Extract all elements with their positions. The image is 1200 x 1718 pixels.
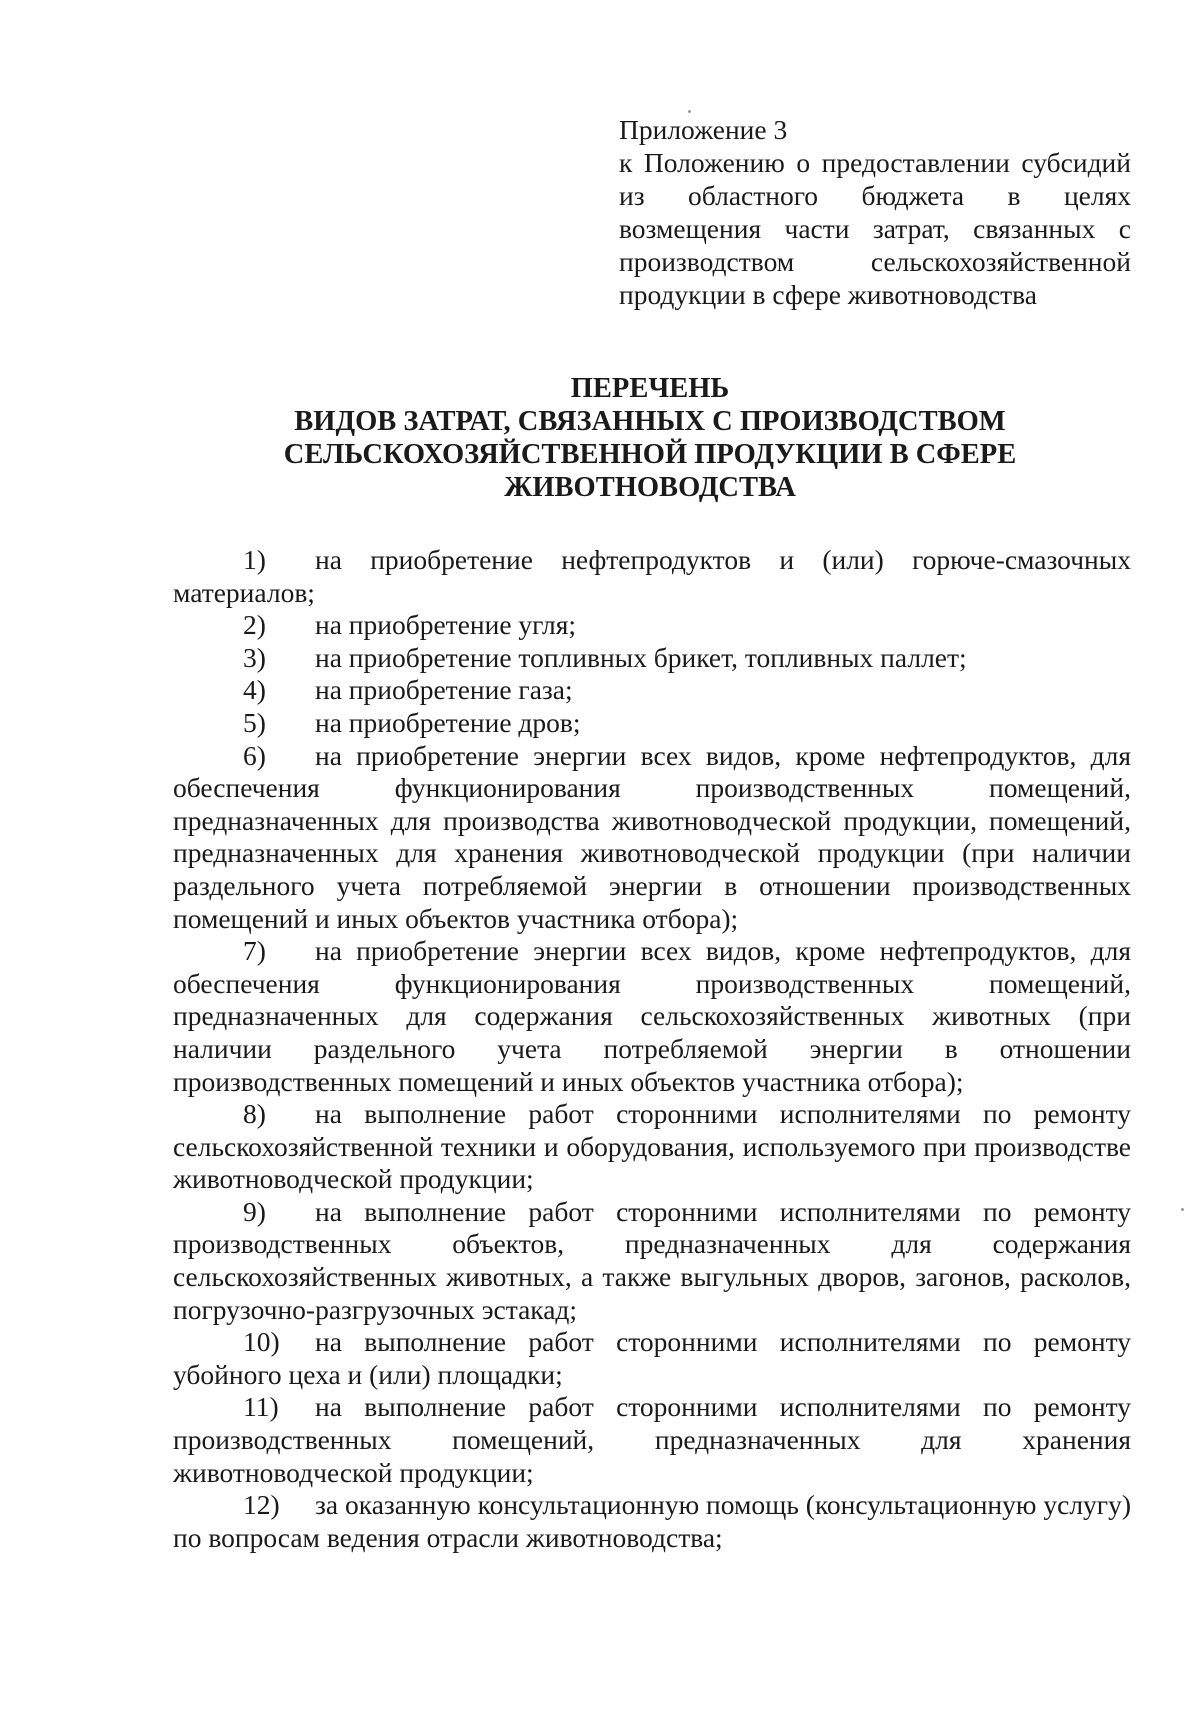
item-text: на приобретение газа; bbox=[315, 674, 573, 706]
item-text: на приобретение дров; bbox=[315, 706, 581, 738]
list-item bbox=[173, 674, 1131, 707]
list-item bbox=[173, 642, 1131, 675]
item-text: на приобретение энергии всех видов, кроме нефтепродуктов, для обеспечения функционирования производственных помещений, предназначенных для производства животноводческой продукции, помещений, предназначенных для хранения животноводческой продукции (при наличии раздельного учета потребляемой энергии в отношении производственных помещений и иных объектов участника отбора); bbox=[173, 739, 1131, 934]
list-item bbox=[173, 935, 1131, 1098]
item-number: 9) bbox=[243, 1195, 266, 1227]
list-item bbox=[173, 544, 1131, 609]
heading-line-4: ЖИВОТНОВОДСТВА bbox=[504, 472, 796, 503]
cost-types-list bbox=[173, 544, 1131, 1554]
list-item bbox=[173, 609, 1131, 642]
list-item bbox=[173, 1326, 1131, 1391]
item-number: 6) bbox=[243, 739, 266, 771]
item-text: на приобретение топливных брикет, топливных паллет; bbox=[315, 641, 967, 673]
item-text: на приобретение угля; bbox=[315, 609, 577, 641]
scan-speck bbox=[1181, 1208, 1184, 1211]
item-number: 12) bbox=[243, 1489, 280, 1521]
item-text: на выполнение работ сторонними исполнителями по ремонту производственных объектов, предназначенных для содержания сельскохозяйственных животных, а также выгульных дворов, загонов, расколов, погрузочно-разгрузочных эстакад; bbox=[173, 1195, 1131, 1325]
item-number: 5) bbox=[243, 706, 266, 738]
list-item bbox=[173, 1098, 1131, 1196]
item-number: 10) bbox=[243, 1326, 280, 1358]
item-text: на приобретение нефтепродуктов и (или) горюче-смазочных материалов; bbox=[173, 544, 1131, 608]
heading-line-1: ПЕРЕЧЕНЬ bbox=[570, 373, 730, 404]
list-item bbox=[173, 1489, 1131, 1554]
item-text: на выполнение работ сторонними исполнителями по ремонту сельскохозяйственной техники и оборудования, используемого при производстве животноводческой продукции; bbox=[173, 1098, 1131, 1195]
item-number: 11) bbox=[243, 1391, 279, 1423]
item-text: на выполнение работ сторонними исполнителями по ремонту производственных помещений, предназначенных для хранения животноводческой продукции; bbox=[173, 1391, 1131, 1488]
item-number: 3) bbox=[243, 641, 266, 673]
list-item bbox=[173, 1391, 1131, 1489]
list-item bbox=[173, 707, 1131, 740]
item-number: 7) bbox=[243, 935, 266, 967]
item-number: 1) bbox=[243, 544, 266, 575]
list-item bbox=[173, 740, 1131, 936]
item-number: 8) bbox=[243, 1098, 266, 1130]
annex-reference-text: к Положению о предоставлении субсидий из областного бюджета в целях возмещения части затрат, связанных с производством сельскохозяйственной продукции в сфере животноводства bbox=[619, 147, 1131, 310]
heading-line-2: ВИДОВ ЗАТРАТ, СВЯЗАННЫХ С ПРОИЗВОДСТВОМ bbox=[294, 406, 1006, 437]
list-item bbox=[173, 1196, 1131, 1326]
annex-title: Приложение 3 bbox=[619, 114, 788, 145]
annex-block bbox=[619, 113, 1131, 311]
item-text: на приобретение энергии всех видов, кроме нефтепродуктов, для обеспечения функционирования производственных помещений, предназначенных для содержания сельскохозяйственных животных (при наличии раздельного учета потребляемой энергии в отношении производственных помещений и иных объектов участника отбора); bbox=[173, 935, 1131, 1097]
item-number: 4) bbox=[243, 674, 266, 706]
item-text: за оказанную консультационную помощь (консультационную услугу) по вопросам ведения отрасли животноводства; bbox=[173, 1489, 1131, 1553]
item-number: 2) bbox=[243, 609, 266, 641]
heading-line-3: СЕЛЬСКОХОЗЯЙСТВЕННОЙ ПРОДУКЦИИ В СФЕРЕ bbox=[283, 439, 1017, 470]
item-text: на выполнение работ сторонними исполнителями по ремонту убойного цеха и (или) площадки; bbox=[173, 1326, 1131, 1390]
document-heading bbox=[200, 372, 1100, 504]
